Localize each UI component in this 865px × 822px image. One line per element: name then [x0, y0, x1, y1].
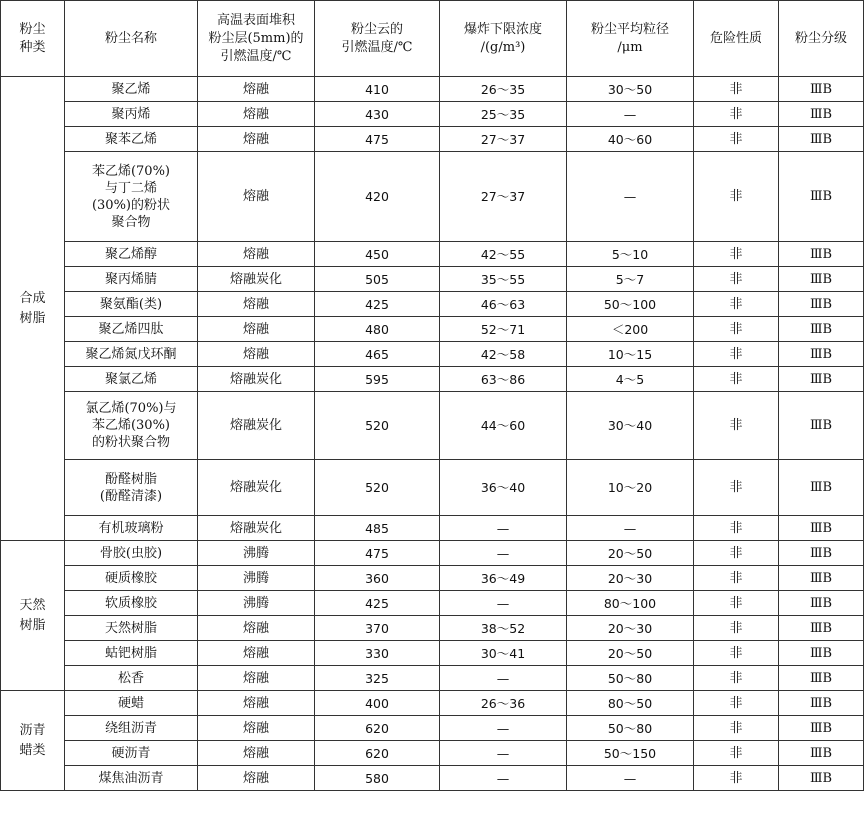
explosion-limit-cell: — [440, 766, 567, 791]
dust-class-cell: ⅢB [779, 367, 864, 392]
explosion-limit-cell: 26～35 [440, 77, 567, 102]
particle-size-cell: 5～10 [567, 242, 694, 267]
cloud-ignition-cell: 325 [315, 666, 440, 691]
hazard-cell: 非 [694, 641, 779, 666]
layer-ignition-cell: 熔融 [198, 691, 315, 716]
cloud-ignition-cell: 370 [315, 616, 440, 641]
explosion-limit-cell: — [440, 591, 567, 616]
particle-size-cell: 20～50 [567, 541, 694, 566]
hazard-cell: 非 [694, 242, 779, 267]
table-row [1, 152, 864, 242]
explosion-limit-cell: 36～49 [440, 566, 567, 591]
dust-name-cell: 骨胶(虫胶) [65, 541, 198, 566]
layer-ignition-cell: 熔融炭化 [198, 367, 315, 392]
layer-ignition-cell: 熔融炭化 [198, 392, 315, 460]
table-body [1, 77, 864, 791]
dust-name-cell: 软质橡胶 [65, 591, 198, 616]
dust-name-cell: 硬沥青 [65, 741, 198, 766]
layer-ignition-cell: 熔融 [198, 317, 315, 342]
dust-category-cell: 天然 树脂 [1, 541, 65, 691]
dust-class-cell: ⅢB [779, 641, 864, 666]
hazard-cell: 非 [694, 77, 779, 102]
dust-name-cell: 聚乙烯 [65, 77, 198, 102]
cloud-ignition-cell: 425 [315, 292, 440, 317]
dust-class-cell: ⅢB [779, 77, 864, 102]
table-row [1, 541, 864, 566]
explosion-limit-cell: 36～40 [440, 460, 567, 516]
dust-class-cell: ⅢB [779, 591, 864, 616]
layer-ignition-cell: 熔融 [198, 242, 315, 267]
explosion-limit-cell: 38～52 [440, 616, 567, 641]
dust-name-cell: 绕组沥青 [65, 716, 198, 741]
layer-ignition-cell: 熔融 [198, 102, 315, 127]
dust-name-cell: 苯乙烯(70%) 与丁二烯 (30%)的粉状 聚合物 [65, 152, 198, 242]
particle-size-cell: 20～30 [567, 616, 694, 641]
particle-size-cell: 4～5 [567, 367, 694, 392]
cloud-ignition-cell: 520 [315, 460, 440, 516]
dust-class-cell: ⅢB [779, 516, 864, 541]
particle-size-cell: 20～50 [567, 641, 694, 666]
layer-ignition-cell: 熔融 [198, 152, 315, 242]
dust-category-cell: 沥青 蜡类 [1, 691, 65, 791]
cloud-ignition-cell: 505 [315, 267, 440, 292]
cloud-ignition-cell: 465 [315, 342, 440, 367]
header-dust-class: 粉尘分级 [779, 1, 864, 77]
particle-size-cell: ＜200 [567, 317, 694, 342]
hazard-cell: 非 [694, 591, 779, 616]
particle-size-cell: 50～80 [567, 666, 694, 691]
explosion-limit-cell: 42～55 [440, 242, 567, 267]
dust-class-cell: ⅢB [779, 392, 864, 460]
header-row [1, 1, 864, 77]
layer-ignition-cell: 熔融 [198, 641, 315, 666]
hazard-cell: 非 [694, 292, 779, 317]
particle-size-cell: — [567, 102, 694, 127]
dust-name-cell: 聚氯乙烯 [65, 367, 198, 392]
explosion-limit-cell: 27～37 [440, 152, 567, 242]
particle-size-cell: 50～80 [567, 716, 694, 741]
table-row [1, 367, 864, 392]
table-row [1, 591, 864, 616]
particle-size-cell: 50～100 [567, 292, 694, 317]
table-row [1, 741, 864, 766]
dust-name-cell: 硬质橡胶 [65, 566, 198, 591]
dust-class-cell: ⅢB [779, 616, 864, 641]
cloud-ignition-cell: 475 [315, 127, 440, 152]
dust-name-cell: 聚乙烯醇 [65, 242, 198, 267]
layer-ignition-cell: 熔融炭化 [198, 516, 315, 541]
dust-name-cell: 聚苯乙烯 [65, 127, 198, 152]
dust-name-cell: 蛄钯树脂 [65, 641, 198, 666]
cloud-ignition-cell: 450 [315, 242, 440, 267]
particle-size-cell: 50～150 [567, 741, 694, 766]
hazard-cell: 非 [694, 267, 779, 292]
table-row [1, 716, 864, 741]
dust-name-cell: 聚氨酯(类) [65, 292, 198, 317]
table-row [1, 766, 864, 791]
hazard-cell: 非 [694, 367, 779, 392]
dust-class-cell: ⅢB [779, 242, 864, 267]
explosion-limit-cell: 42～58 [440, 342, 567, 367]
explosion-limit-cell: — [440, 516, 567, 541]
layer-ignition-cell: 熔融 [198, 666, 315, 691]
header-particle-size: 粉尘平均粒径 /μm [567, 1, 694, 77]
header-dust-name: 粉尘名称 [65, 1, 198, 77]
header-dust-type: 粉尘 种类 [1, 1, 65, 77]
table-row [1, 616, 864, 641]
table-row [1, 77, 864, 102]
cloud-ignition-cell: 620 [315, 741, 440, 766]
explosion-limit-cell: 46～63 [440, 292, 567, 317]
explosion-limit-cell: — [440, 666, 567, 691]
table-row [1, 516, 864, 541]
dust-name-cell: 有机玻璃粉 [65, 516, 198, 541]
dust-name-cell: 聚乙烯四肽 [65, 317, 198, 342]
dust-class-cell: ⅢB [779, 691, 864, 716]
table-row [1, 392, 864, 460]
cloud-ignition-cell: 595 [315, 367, 440, 392]
layer-ignition-cell: 熔融 [198, 292, 315, 317]
particle-size-cell: 20～30 [567, 566, 694, 591]
hazard-cell: 非 [694, 152, 779, 242]
dust-name-cell: 天然树脂 [65, 616, 198, 641]
cloud-ignition-cell: 475 [315, 541, 440, 566]
layer-ignition-cell: 熔融 [198, 127, 315, 152]
layer-ignition-cell: 熔融 [198, 716, 315, 741]
table-row [1, 691, 864, 716]
explosion-limit-cell: 30～41 [440, 641, 567, 666]
particle-size-cell: — [567, 152, 694, 242]
dust-name-cell: 酚醛树脂 (酚醛清漆) [65, 460, 198, 516]
explosion-limit-cell: 63～86 [440, 367, 567, 392]
cloud-ignition-cell: 480 [315, 317, 440, 342]
layer-ignition-cell: 熔融炭化 [198, 267, 315, 292]
layer-ignition-cell: 沸腾 [198, 566, 315, 591]
hazard-cell: 非 [694, 666, 779, 691]
header-layer-ignition-temp: 高温表面堆积 粉尘层(5mm)的 引燃温度/℃ [198, 1, 315, 77]
header-cloud-ignition-temp: 粉尘云的 引燃温度/℃ [315, 1, 440, 77]
explosion-limit-cell: — [440, 716, 567, 741]
dust-class-cell: ⅢB [779, 460, 864, 516]
hazard-cell: 非 [694, 102, 779, 127]
explosion-limit-cell: 26～36 [440, 691, 567, 716]
dust-class-cell: ⅢB [779, 292, 864, 317]
dust-class-cell: ⅢB [779, 152, 864, 242]
layer-ignition-cell: 熔融 [198, 342, 315, 367]
cloud-ignition-cell: 425 [315, 591, 440, 616]
cloud-ignition-cell: 410 [315, 77, 440, 102]
table-row [1, 102, 864, 127]
dust-class-cell: ⅢB [779, 541, 864, 566]
dust-name-cell: 聚丙烯 [65, 102, 198, 127]
dust-class-cell: ⅢB [779, 127, 864, 152]
hazard-cell: 非 [694, 516, 779, 541]
cloud-ignition-cell: 485 [315, 516, 440, 541]
particle-size-cell: 5～7 [567, 267, 694, 292]
explosion-limit-cell: 27～37 [440, 127, 567, 152]
table-row [1, 566, 864, 591]
dust-name-cell: 硬蜡 [65, 691, 198, 716]
table-row [1, 317, 864, 342]
cloud-ignition-cell: 400 [315, 691, 440, 716]
hazard-cell: 非 [694, 716, 779, 741]
dust-name-cell: 聚丙烯腈 [65, 267, 198, 292]
dust-class-cell: ⅢB [779, 342, 864, 367]
dust-name-cell: 聚乙烯氮戊环酮 [65, 342, 198, 367]
dust-name-cell: 煤焦油沥青 [65, 766, 198, 791]
layer-ignition-cell: 沸腾 [198, 541, 315, 566]
particle-size-cell: — [567, 766, 694, 791]
table-row [1, 666, 864, 691]
particle-size-cell: 30～40 [567, 392, 694, 460]
explosion-limit-cell: 35～55 [440, 267, 567, 292]
particle-size-cell: 80～100 [567, 591, 694, 616]
cloud-ignition-cell: 360 [315, 566, 440, 591]
particle-size-cell: 30～50 [567, 77, 694, 102]
cloud-ignition-cell: 420 [315, 152, 440, 242]
layer-ignition-cell: 熔融 [198, 741, 315, 766]
hazard-cell: 非 [694, 741, 779, 766]
particle-size-cell: 40～60 [567, 127, 694, 152]
cloud-ignition-cell: 620 [315, 716, 440, 741]
hazard-cell: 非 [694, 317, 779, 342]
particle-size-cell: 10～15 [567, 342, 694, 367]
table-row [1, 641, 864, 666]
hazard-cell: 非 [694, 342, 779, 367]
table-row [1, 127, 864, 152]
layer-ignition-cell: 沸腾 [198, 591, 315, 616]
particle-size-cell: — [567, 516, 694, 541]
explosion-limit-cell: 52～71 [440, 317, 567, 342]
cloud-ignition-cell: 520 [315, 392, 440, 460]
table-row [1, 267, 864, 292]
explosion-limit-cell: — [440, 741, 567, 766]
table-row [1, 242, 864, 267]
layer-ignition-cell: 熔融 [198, 616, 315, 641]
particle-size-cell: 80～50 [567, 691, 694, 716]
dust-class-cell: ⅢB [779, 317, 864, 342]
explosion-limit-cell: — [440, 541, 567, 566]
dust-class-cell: ⅢB [779, 267, 864, 292]
dust-class-cell: ⅢB [779, 766, 864, 791]
particle-size-cell: 10～20 [567, 460, 694, 516]
explosion-limit-cell: 44～60 [440, 392, 567, 460]
explosion-limit-cell: 25～35 [440, 102, 567, 127]
layer-ignition-cell: 熔融 [198, 766, 315, 791]
hazard-cell: 非 [694, 460, 779, 516]
dust-class-cell: ⅢB [779, 566, 864, 591]
dust-class-cell: ⅢB [779, 102, 864, 127]
hazard-cell: 非 [694, 766, 779, 791]
table-header [1, 1, 864, 77]
layer-ignition-cell: 熔融炭化 [198, 460, 315, 516]
hazard-cell: 非 [694, 127, 779, 152]
dust-category-cell: 合成 树脂 [1, 77, 65, 541]
hazard-cell: 非 [694, 392, 779, 460]
header-hazard: 危险性质 [694, 1, 779, 77]
table-row [1, 292, 864, 317]
hazard-cell: 非 [694, 691, 779, 716]
hazard-cell: 非 [694, 566, 779, 591]
layer-ignition-cell: 熔融 [198, 77, 315, 102]
dust-class-cell: ⅢB [779, 716, 864, 741]
dust-name-cell: 氯乙烯(70%)与 苯乙烯(30%) 的粉状聚合物 [65, 392, 198, 460]
dust-class-cell: ⅢB [779, 666, 864, 691]
table-row [1, 460, 864, 516]
table-row [1, 342, 864, 367]
dust-class-cell: ⅢB [779, 741, 864, 766]
hazard-cell: 非 [694, 616, 779, 641]
cloud-ignition-cell: 580 [315, 766, 440, 791]
hazard-cell: 非 [694, 541, 779, 566]
dust-name-cell: 松香 [65, 666, 198, 691]
header-lower-explosion-limit: 爆炸下限浓度 /(g/m³) [440, 1, 567, 77]
cloud-ignition-cell: 430 [315, 102, 440, 127]
cloud-ignition-cell: 330 [315, 641, 440, 666]
